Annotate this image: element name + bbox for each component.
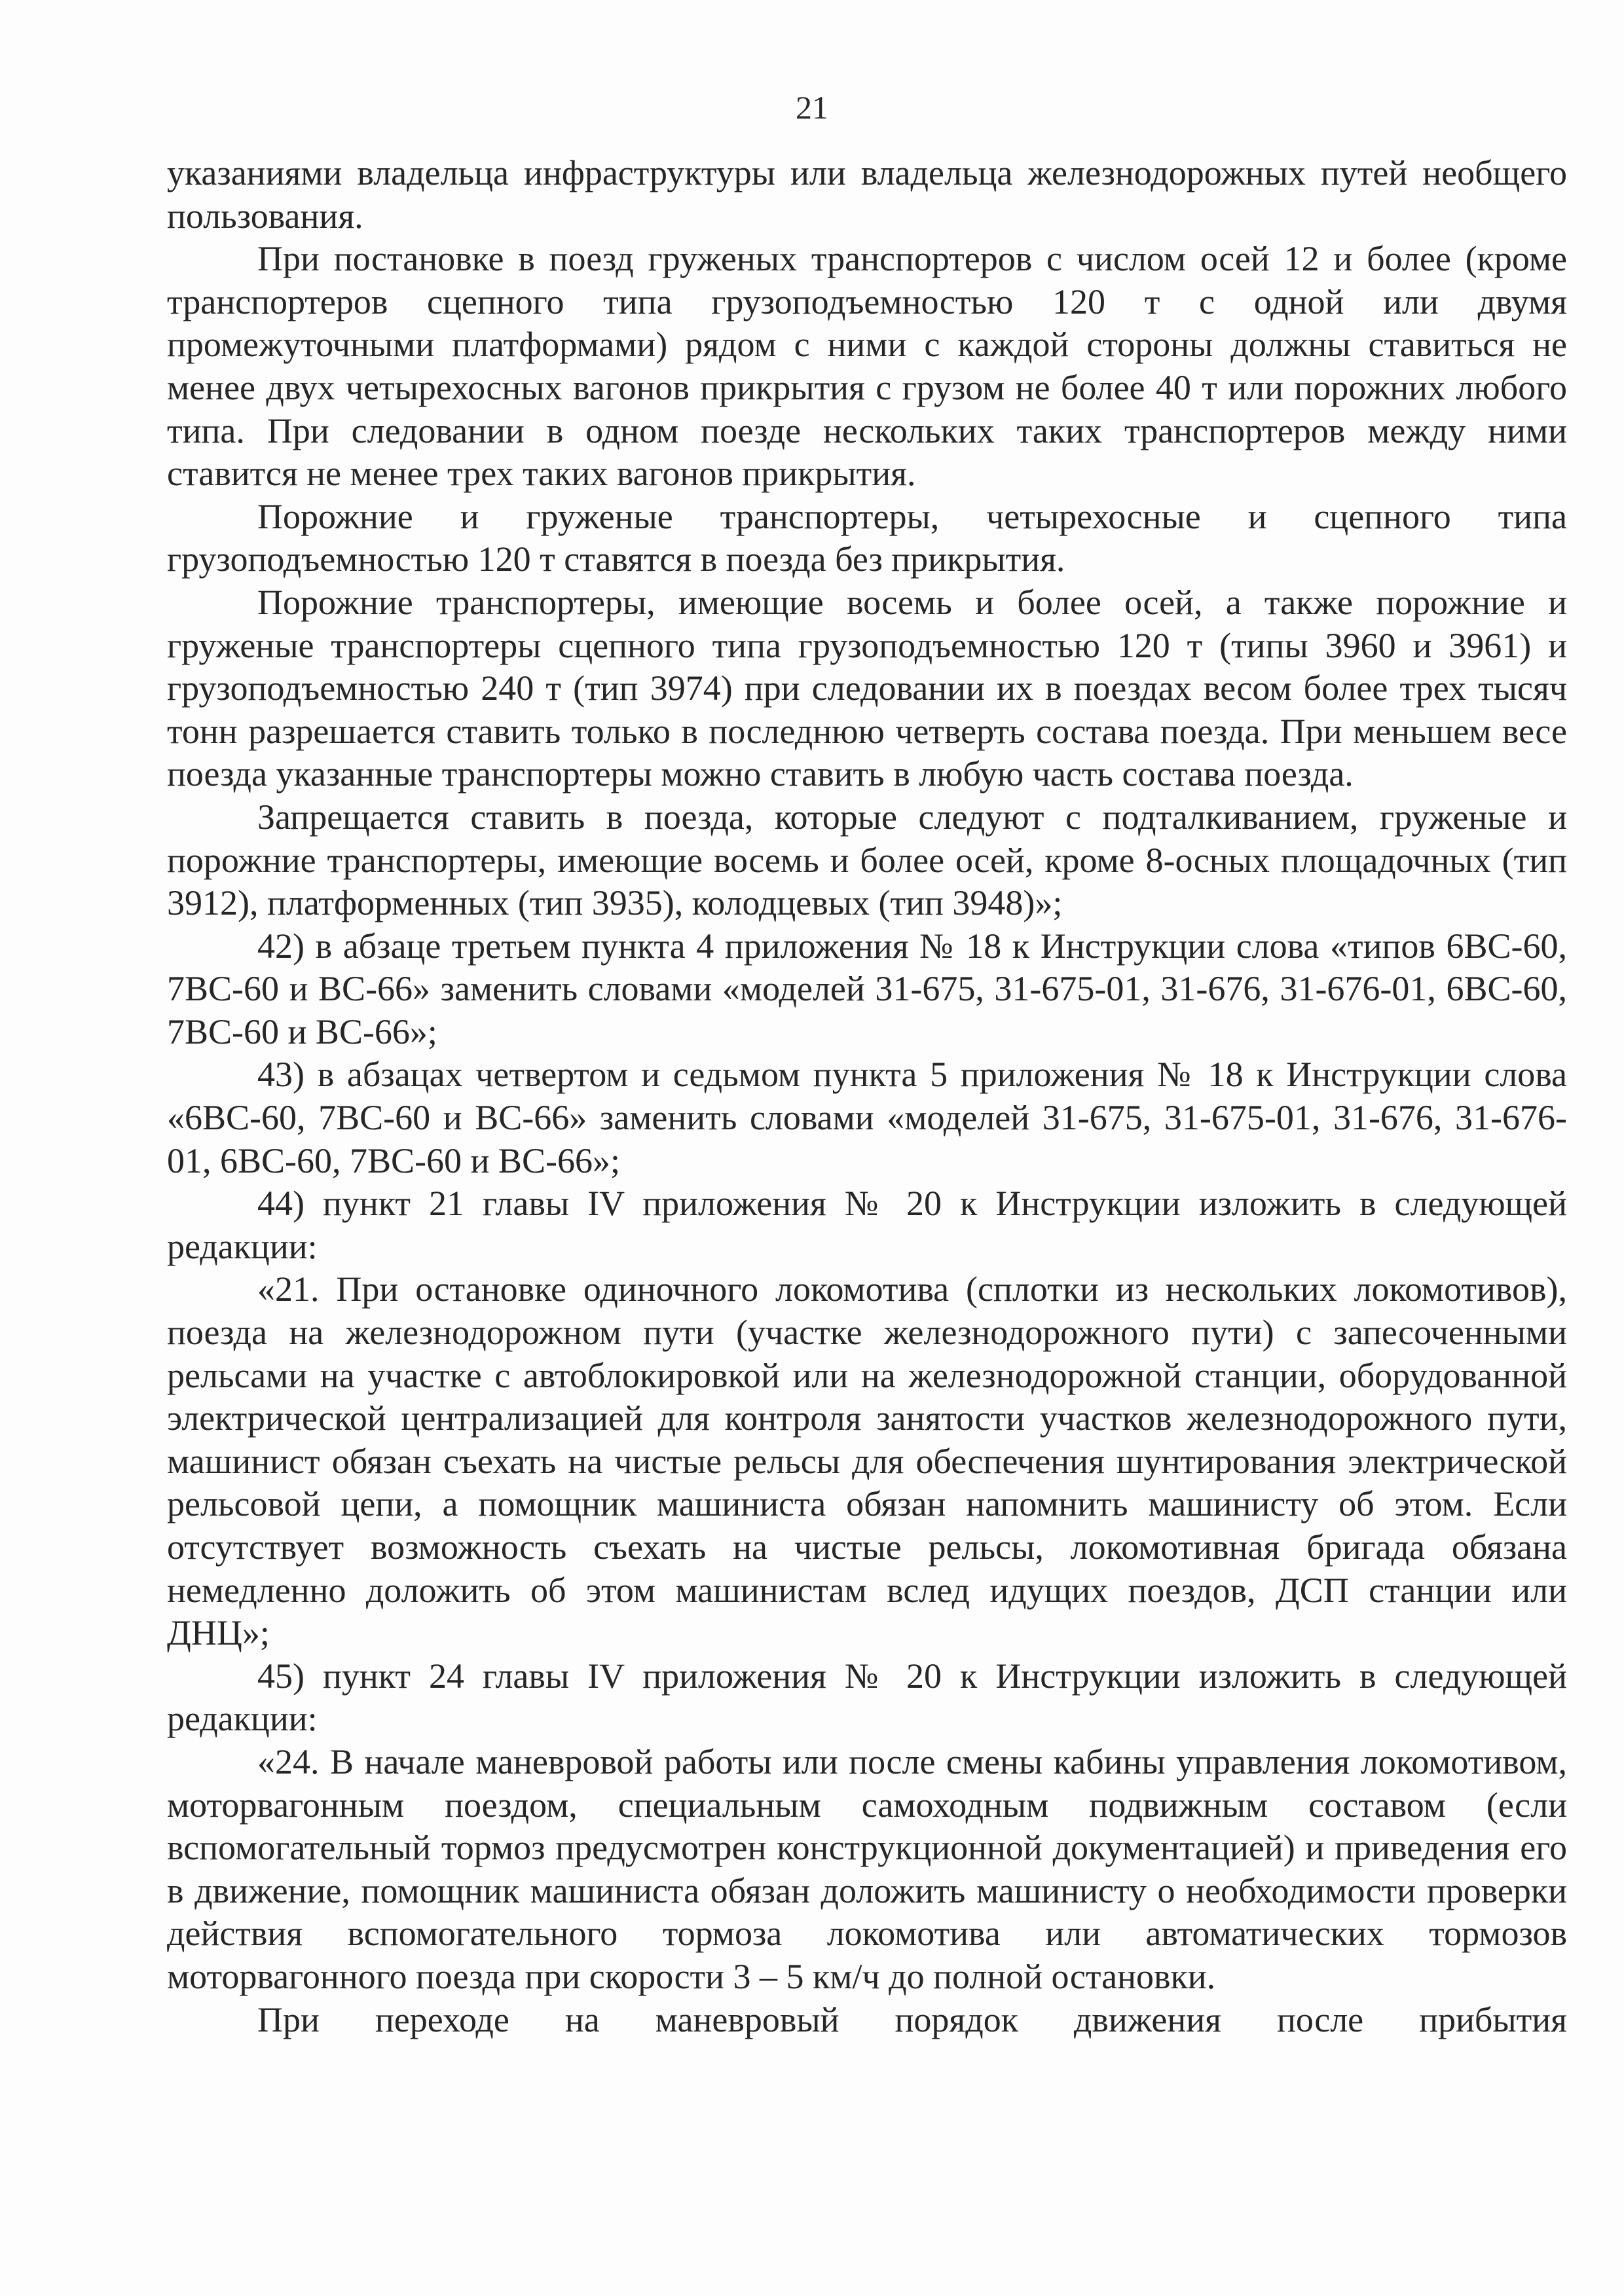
paragraph-2: При постановке в поезд груженых транспортеров с числом осей 12 и более (кроме транспортеров сцепного типа грузоподъемностью 120 т с одной или двумя промежуточными платформами) рядом с ними с каждой стороны должны ставиться не менее двух четырехосных вагонов прикрытия с грузом не более 40 т или порожних любого типа. При следовании в одном поезде нескольких таких транспортеров между ними ставится не менее трех таких вагонов прикрытия.	[167, 239, 1567, 494]
paragraph-quote-24: «24. В начале маневровой работы или после смены кабины управления локомотивом, моторвагонным поездом, специальным самоходным подвижным составом (если вспомогательный тормоз предусмотрен конструкционной документацией) и приведения его в движение, помощник машиниста обязан доложить машинисту о необходимости проверки действия вспомогательного тормоза локомотива или автоматических тормозов моторвагонного поезда при скорости 3 – 5 км/ч до полной остановки.	[167, 1741, 1567, 1996]
paragraph-last: При переходе на маневровый порядок движения после прибытия	[257, 1999, 1567, 2039]
paragraph-3: Порожние и груженые транспортеры, четырехосные и сцепного типа грузоподъемностью 120 т ставятся в поезда без прикрытия.	[167, 496, 1567, 579]
paragraph-item-43: 43) в абзацах четвертом и седьмом пункта 5 приложения № 18 к Инструкции слова «6ВС-60, 7ВС-60 и ВС-66» заменить словами «моделей 31-675, 31-675-01, 31-676, 31-676-01, 6ВС-60, 7ВС-60 и ВС-66»;	[167, 1055, 1567, 1180]
paragraph-item-45: 45) пункт 24 главы IV приложения № 20 к Инструкции изложить в следующей редакции:	[167, 1656, 1567, 1739]
paragraph-quote-21: «21. При остановке одиночного локомотива (сплотки из нескольких локомотивов), поезда на железнодорожном пути (участке железнодорожного пути) с запесоченными рельсами на участке с автоблокировкой или на железнодорожной станции, оборудованной электрической централизацией для контроля занятости участков железнодорожного пути, машинист обязан съехать на чистые рельсы для обеспечения шунтирования электрической рельсовой цепи, а помощник машиниста обязан напомнить машинисту об этом. Если отсутствует возможность съехать на чистые рельсы, локомотивная бригада обязана немедленно доложить об этом машинистам вслед идущих поездов, ДСП станции или ДНЦ»;	[167, 1269, 1567, 1653]
page-number: 21	[796, 89, 828, 126]
paragraph-4: Порожние транспортеры, имеющие восемь и более осей, а также порожние и груженые транспортеры сцепного типа грузоподъемностью 120 т (типы 3960 и 3961) и грузоподъемностью 240 т (тип 3974) при следовании их в поездах весом более трех тысяч тонн разрешается ставить только в последнюю четверть состава поезда. При меньшем весе поезда указанные транспортеры можно ставить в любую часть состава поезда.	[167, 582, 1567, 794]
paragraph-5: Запрещается ставить в поезда, которые следуют с подталкиванием, груженые и порожние транспортеры, имеющие восемь и более осей, кроме 8-осных площадочных (тип 3912), платформенных (тип 3935), колодцевых (тип 3948)»;	[167, 797, 1567, 923]
document-body	[167, 152, 1567, 2041]
paragraph-1: указаниями владельца инфраструктуры или владельца железнодорожных путей необщего пользования.	[167, 153, 1567, 236]
paragraph-item-44: 44) пункт 21 главы IV приложения № 20 к Инструкции изложить в следующей редакции:	[167, 1184, 1567, 1266]
paragraph-item-42: 42) в абзаце третьем пункта 4 приложения № 18 к Инструкции слова «типов 6ВС-60, 7ВС-60 и ВС-66» заменить словами «моделей 31-675, 31-675-01, 31-676, 31-676-01, 6ВС-60, 7ВС-60 и ВС-66»;	[167, 926, 1567, 1051]
